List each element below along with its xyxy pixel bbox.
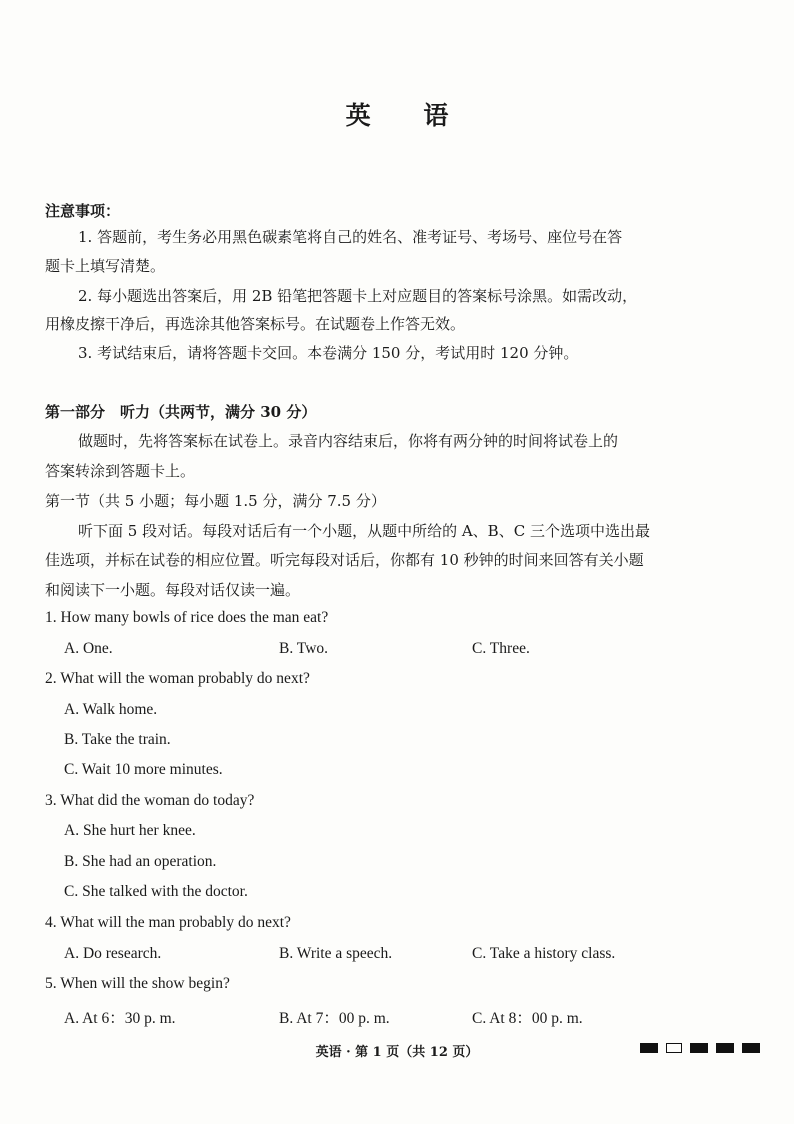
page-footer: 英语 · 第 1 页（共 12 页） xyxy=(315,1045,479,1060)
notice-item-1-line-1: 1. 答题前，考生务必用黑色碳素笔将自己的姓名、准考证号、考场号、座位号在答 xyxy=(78,228,623,246)
scan-mark-icon xyxy=(742,1043,760,1053)
question-1: 1. How many bowls of rice does the man eat? xyxy=(45,609,329,626)
q3-option-c: C. She talked with the doctor. xyxy=(64,883,248,900)
notice-heading: 注意事项： xyxy=(45,202,121,220)
section1-line-2: 佳选项，并标在试卷的相应位置。听完每段对话后，你都有 10 秒钟的时间来回答有关小题 xyxy=(45,551,644,569)
part1-intro-line-1: 做题时，先将答案标在试卷上。录音内容结束后，你将有两分钟的时间将试卷上的 xyxy=(78,432,619,450)
scan-mark-icon xyxy=(716,1043,734,1053)
question-3: 3. What did the woman do today? xyxy=(45,792,255,809)
part1-heading xyxy=(45,401,316,422)
section1-line-1: 听下面 5 段对话。每段对话后有一个小题，从题中所给的 A、B、C 三个选项中选出最 xyxy=(78,522,650,540)
notice-item-2-line-2: 用橡皮擦干净后，再选涂其他答案标号。在试题卷上作答无效。 xyxy=(45,315,466,333)
scan-marks xyxy=(640,1043,760,1053)
section1-line-3: 和阅读下一小题。每段对话仅读一遍。 xyxy=(45,581,301,599)
q3-option-a: A. She hurt her knee. xyxy=(64,822,196,839)
notice-item-1-line-2: 题卡上填写清楚。 xyxy=(45,257,166,275)
scan-mark-icon xyxy=(690,1043,708,1053)
notice-item-3: 3. 考试结束后，请将答题卡交回。本卷满分 150 分，考试用时 120 分钟。 xyxy=(78,344,579,362)
part1-intro-line-2: 答案转涂到答题卡上。 xyxy=(45,462,196,480)
question-4: 4. What will the man probably do next? xyxy=(45,914,291,931)
q5-option-c: C. At 8：00 p. m. xyxy=(472,1010,583,1027)
part1-heading-text: 第一部分 听力（共两节，满分 30 分） xyxy=(45,403,317,421)
question-5: 5. When will the show begin? xyxy=(45,975,230,992)
q2-option-c: C. Wait 10 more minutes. xyxy=(64,761,223,778)
q1-option-a: A. One. xyxy=(64,640,113,657)
q5-option-b: B. At 7：00 p. m. xyxy=(279,1010,390,1027)
q1-option-c: C. Three. xyxy=(472,640,530,657)
scan-mark-hollow-icon xyxy=(666,1043,682,1053)
section1-heading: 第一节（共 5 小题；每小题 1.5 分，满分 7.5 分） xyxy=(45,492,386,510)
q2-option-b: B. Take the train. xyxy=(64,731,171,748)
q2-option-a: A. Walk home. xyxy=(64,701,158,718)
q3-option-b: B. She had an operation. xyxy=(64,853,217,870)
q5-option-a: A. At 6：30 p. m. xyxy=(64,1010,176,1027)
q4-option-c: C. Take a history class. xyxy=(472,945,616,962)
q4-option-b: B. Write a speech. xyxy=(279,945,393,962)
page-title: 英 语 xyxy=(345,101,471,130)
q4-option-a: A. Do research. xyxy=(64,945,162,962)
question-2: 2. What will the woman probably do next? xyxy=(45,670,310,687)
scan-mark-icon xyxy=(640,1043,658,1053)
q1-option-b: B. Two. xyxy=(279,640,329,657)
notice-item-2-line-1: 2. 每小题选出答案后，用 2B 铅笔把答题卡上对应题目的答案标号涂黑。如需改动， xyxy=(78,287,638,305)
